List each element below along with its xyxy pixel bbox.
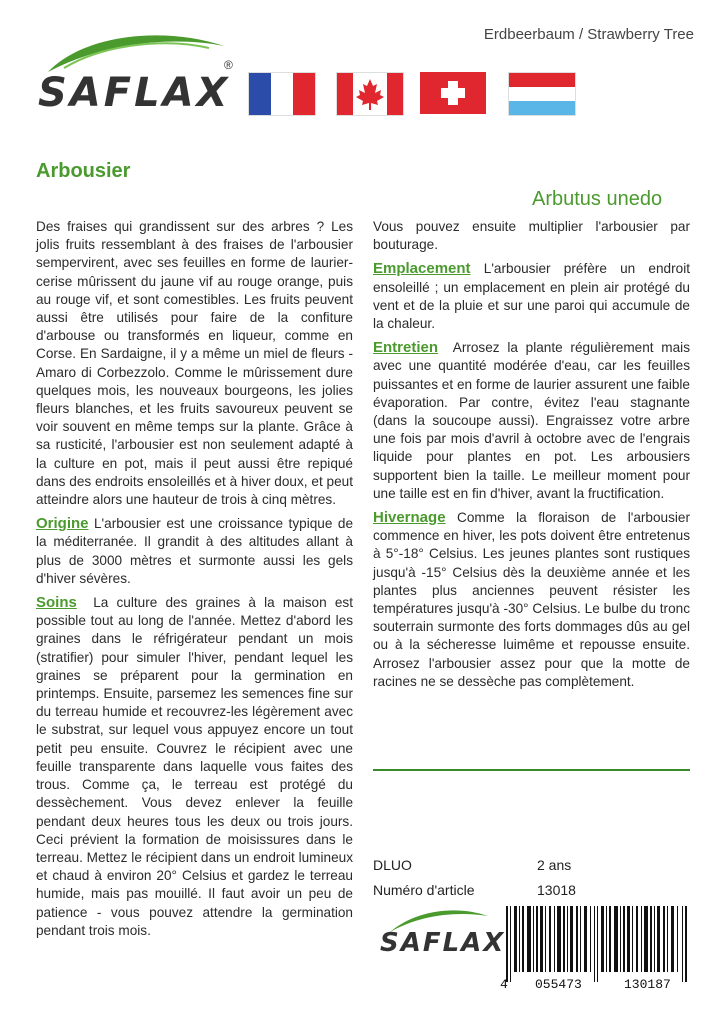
latin-name: Arbutus unedo [532, 188, 663, 210]
soins-text: La culture des graines à la maison est possible tout au long de l'année. Mettez d'abord les graines dans le réfrigérateur pendant un mois (stratifier) pour simuler l'hiver, pendant lequel les graines se préparent pour la germination en printemps. Ensuite, parsemez les semences fine sur du terreau humide et recouvrez-les légèrement avec le substrat, sur lequel vous appuyez encore un tout petit peu ensuite. Couvrez le récipient avec une feuille transparente dans laquelle vous faites des trous. Comme ça, le terreau est protégé du dessèchement. Vous devez enlever la feuille pendant deux heures tous les deux ou trois jours. Ceci prévient la formation de moisissures dans le terreau. Mettez le récipient dans un endroit lumineux et chaud à environ 20° Celsius et gardez le terreau humide, mais pas mouillé. Il faut avoir un peu de patience - vous pouvez attendre la germination pendant trois mois. [36, 595, 357, 938]
soins-heading: Soins [36, 594, 77, 612]
emplacement-heading: Emplacement [373, 260, 471, 278]
hivernage-heading: Hivernage [373, 509, 446, 527]
footer-logo [376, 906, 506, 976]
dluo-label: DLUO [373, 857, 412, 873]
brand-name: SAFLAX [38, 70, 231, 116]
switzerland-flag [420, 72, 486, 114]
maple-leaf-icon [353, 73, 387, 115]
footer-brand-name: SAFLAX [380, 928, 506, 958]
luxembourg-flag [508, 72, 576, 116]
page-title: Arbousier [36, 160, 131, 182]
soins-section [36, 594, 357, 940]
article-value: 13018 [537, 882, 576, 898]
barcode-digits-left: 055473 [535, 977, 582, 992]
barcode-digits-right: 130187 [624, 977, 671, 992]
dluo-value: 2 ans [537, 857, 572, 873]
entretien-text: Arrosez la plante régulièrement mais avec une quantité modérée d'eau, car les feuilles puissantes et en forme de laurier assurent une faible évaporation. Par contre, évitez l'eau stagnante (dans la soucoupe aussi). Engraissez votre arbre une fois par mois d'avril à octobre avec de l'engrais liquide pour plantes en pot. Les arbousiers supportent bien la taille. Le meilleur moment pour une taille est en fin d'hiver, avant la fructification. [373, 340, 694, 501]
origine-heading: Origine [36, 515, 89, 533]
emplacement-text: L'arbousier préfère un endroit ensoleillé ; un emplacement en plein air protégé du vent et de la pluie et sur une paroi qui accumule de la chaleur. [373, 261, 690, 332]
entretien-section [373, 339, 694, 503]
intro-paragraph: Des fraises qui grandissent sur des arbres ? Les jolis fruits ressemblant à des fraises de l'arbousier sempervirent, avec ses feuilles en forme de laurier-cerise mûrissent du jaune vif au rouge orange, puis au rouge vif, et sont comestibles. Les fruits peuvent aussi être utilisés pour faire de la confiture d'arbouse ou transformés en liqueur, comme en Corse. En Sardaigne, il y a même un miel de fleurs - Amaro di Corbezzolo. Comme le mûrissement dure quelques mois, les nouveaux bourgeons, les jolies fleurs blanches, et les fruits savoureux peuvent se voir souvent en même temps sur la plante. Grâce à sa rusticité, l'arbousier est non seulement adapté à la culture en pot, mais il peut aussi être repiqué dans des endroits ensoleillés et à hiver doux, et peut atteindre alors une hauteur de trois à cinq mètres. [36, 219, 353, 508]
france-flag [248, 72, 316, 116]
product-name: Erdbeerbaum / Strawberry Tree [483, 26, 694, 43]
entretien-heading: Entretien [373, 339, 439, 357]
hivernage-text: Comme la floraison de l'arbousier commence en hiver, les pots doivent être entretenus à 5°-18° Celsius. Les jeunes plantes sont rustiques jusqu'à -15° Celsius dès la deuxième année et les plantes plus anciennes peuvent résister les températures jusqu'à -30° Celsius. Le bulbe du tronc souterrain surmonte des forts dommages dûs au gel ou à la sécheresse luimême et repousse ensuite. Arrosez l'arbousier assez pour que la motte de racines ne se dessèche pas complètement. [373, 510, 690, 689]
barcode-digit-first: 4 [500, 977, 508, 992]
origine-text: L'arbousier est une croissance typique de la méditerranée. Il grandit à des altitudes allant à plus de 3000 mètres et surmonte aussi les gels d'hiver sévères. [36, 516, 353, 586]
article-label: Numéro d'article [373, 882, 475, 898]
registered-mark: ® [224, 58, 233, 72]
right-column [373, 218, 694, 697]
barcode-icon [506, 906, 688, 982]
origine-section [36, 515, 353, 588]
hivernage-section [373, 509, 690, 691]
divider [373, 769, 690, 771]
saflax-logo [34, 28, 244, 120]
right-intro: Vous pouvez ensuite multiplier l'arbousier par bouturage. [373, 219, 690, 253]
canada-flag [336, 72, 404, 116]
emplacement-section [373, 260, 690, 333]
left-column [36, 218, 357, 946]
